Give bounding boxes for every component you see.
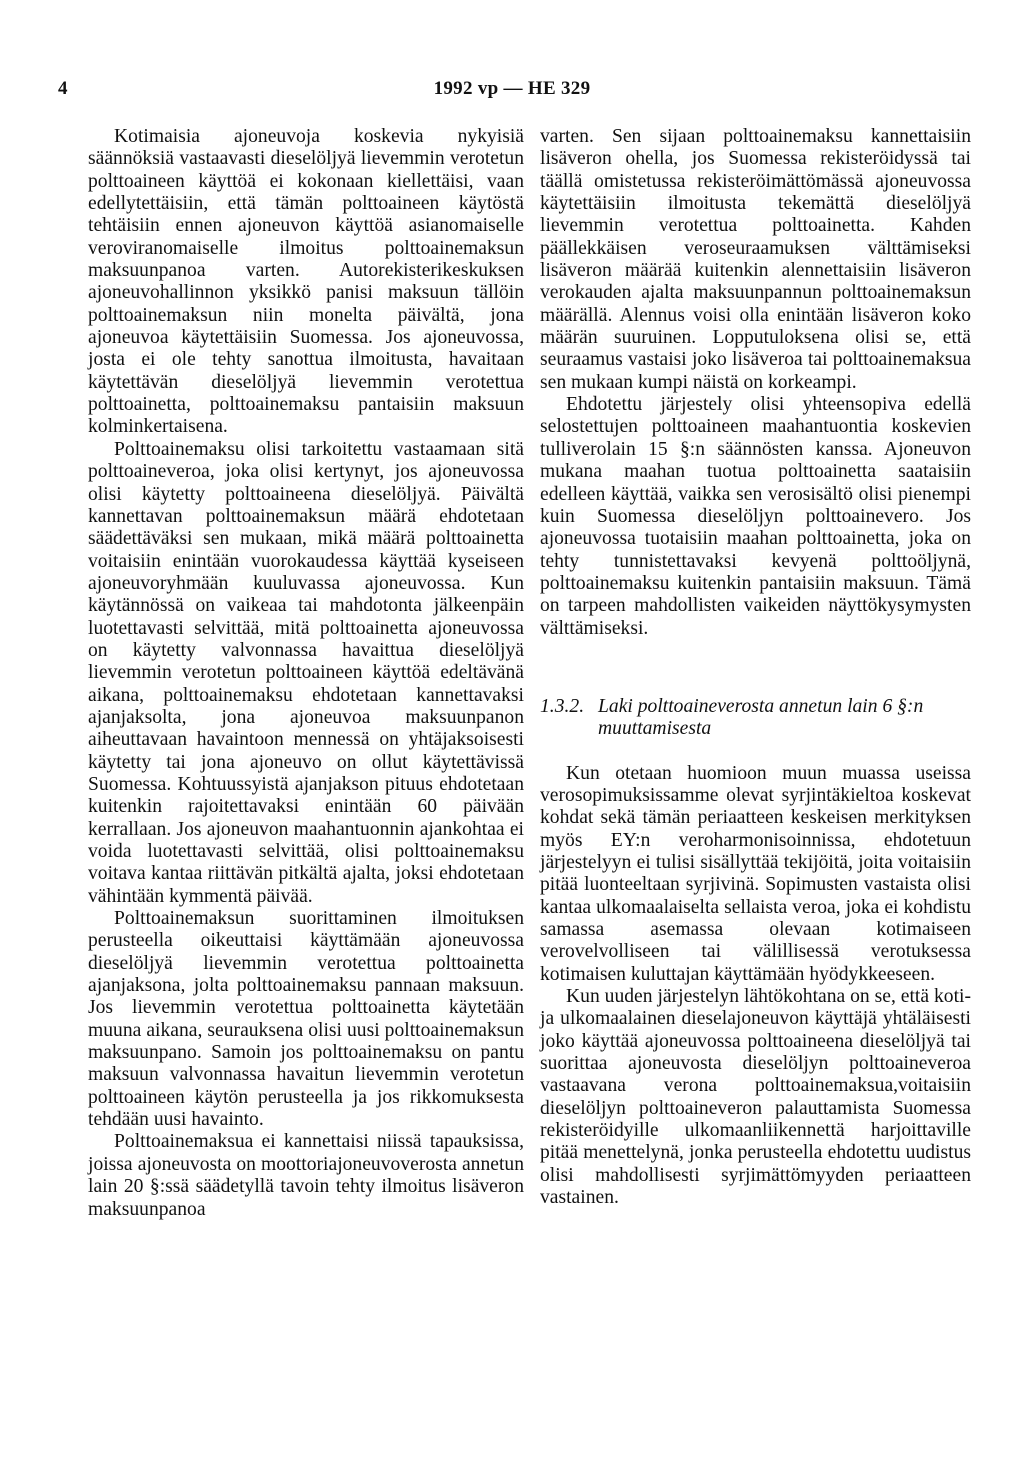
document-title: 1992 vp — HE 329 bbox=[433, 78, 591, 99]
section-number: 1.3.2. bbox=[540, 695, 585, 717]
right-column bbox=[540, 126, 971, 1209]
page-number: 4 bbox=[58, 78, 68, 99]
body-paragraph: Ehdotettu järjestely olisi yhteensopiva edellä selostettujen polttoaineen maahantuontia koskevien tulliverolain 15 §:n säännösten kanssa. Ajoneuvon mukana maahan tuotua polttoainetta saataisiin edelleen käyttää, vaikka sen verosisältö olisi pienempi kuin Suomessa dieselöljyn polttoainevero. Jos ajoneuvossa tuotaisiin maahan polttoainetta, joka on tehty tunnistettavaksi kevyenä polttoöljynä, polttoainemaksu kuitenkin pantaisiin maksuun. Tämä on tarpeen mahdollisten vaikeiden näyttökysymysten välttämiseksi. bbox=[540, 394, 971, 639]
page-header bbox=[0, 78, 1024, 102]
body-paragraph: Polttoainemaksua ei kannettaisi niissä tapauksissa, joissa ajoneuvosta on moottoriajoneuvoverosta annetun lain 20 §:ssä säädetyllä tavoin tehty ilmoitus lisäveron maksuunpanoa bbox=[88, 1131, 524, 1220]
body-paragraph-continued: varten. Sen sijaan polttoainemaksu kannettaisiin lisäveron ohella, jos Suomessa rekisteröidyssä tai täällä omistetussa rekisteröimättömässä ajoneuvossa käytettäisiin ilmoitusta tekemättä dieselöljyä lievemmin verotettua polttoainetta. Kahden päällekkäisen veroseuraamuksen välttämiseksi lisäveron määrää kuitenkin alennettaisiin lisäveron verokauden ajalta maksuunpannun polttoainemaksun määrällä. Alennus voisi olla enintään lisäveron koko määrän suuruinen. Lopputuloksena olisi se, että seuraamus vastaisi joko lisäveroa tai polttoainemaksua sen mukaan kumpi näistä on korkeampi. bbox=[540, 126, 971, 393]
section-heading bbox=[540, 696, 971, 741]
body-paragraph: Polttoainemaksun suorittaminen ilmoituksen perusteella oikeuttaisi käyttämään ajoneuvossa dieselöljyä lievemmin verotettua polttoainetta ajanjaksona, jolta polttoainemaksu pannaan maksuun. Jos lievemmin verotettua polttoainetta käytetään muuna aikana, seurauksena olisi uusi polttoainemaksun maksuunpano. Samoin jos polttoainemaksu on pantu maksuun valvonnassa havaitun lievemmin verotetun polttoaineen käytön perusteella ja jos rikkomuksesta tehdään uusi havainto. bbox=[88, 908, 524, 1131]
body-paragraph: Polttoainemaksu olisi tarkoitettu vastaamaan sitä polttoaineveroa, joka olisi kertynyt, jos ajoneuvossa olisi käytetty polttoaineena dieselöljyä. Päivältä kannettavan polttoainemaksun määrä ehdotetaan säädettäväksi sen mukaan, mikä määrä polttoainetta voitaisiin enintään vuorokaudessa käyttää kyseiseen ajoneuvoryhmään kuuluvassa ajoneuvossa. Kun käytännössä on vaikeaa tai mahdotonta jälkeenpäin luotettavasti selvittää, mitä polttoainetta ajoneuvossa on käytetty valvonnassa havaittua dieselöljyä lievemmin verotetun polttoaineen käyttöä edeltävänä aikana, polttoainemaksu ehdotetaan kannettavaksi ajanjaksolta, jona ajoneuvoa maksuunpanon aiheuttavaan havaintoon mennessä on yhtäjaksoisesti käytetty tai jona ajoneuvo on ollut käytettävissä Suomessa. Kohtuussyistä ajanjakson pituus ehdotetaan kuitenkin rajoitettavaksi enintään 60 päivään kerrallaan. Jos ajoneuvon maahantuonnin ajankohtaa ei voida luotettavasti selvittää, olisi polttoainemaksu voitava kantaa riittävän pitkältä ajalta, joksi ehdotetaan vähintään kymmentä päivää. bbox=[88, 438, 524, 907]
body-paragraph: Kun uuden järjestelyn lähtökohtana on se, että koti- ja ulkomaalainen dieselajoneuvon käyttäjä yhtäläisesti joko käyttää ajoneuvossa polttoaineena dieselöljyä tai suorittaa ajoneuvosta dieselöljyn polttoaineveroa vastaavana verona polttoainemaksua,voitaisiin dieselöljyn polttoaineveron palauttamista Suomessa rekisteröidyille ulkomaanliikennettä harjoittaville pitää menettelynä, jonka perusteella ehdotettu uudistus olisi mahdollisesti syrjimättömyyden periaatteen vastainen. bbox=[540, 986, 971, 1209]
body-paragraph: Kun otetaan huomioon muun muassa useissa verosopimuksissamme olevat syrjintäkieltoa koskevat kohdat sekä tämän periaatteen keskeisen merkityksen myös EY:n veroharmonisoinnissa, ehdotetuun järjestelyyn ei tulisi sisällyttää tekijöitä, joita voitaisiin pitää luonteeltaan syrjivinä. Sopimusten vastaista olisi kantaa ulkomaalaiselta sellaista veroa, joka ei kohdistu samassa asemassa olevaan kotimaiseen verovelvolliseen tai välillisessä verotuksessa kotimaisen kuluttajan käyttämään hyödykkeeseen. bbox=[540, 762, 971, 985]
left-column bbox=[88, 126, 524, 1221]
body-paragraph: Kotimaisia ajoneuvoja koskevia nykyisiä säännöksiä vastaavasti dieselöljyä lievemmin verotetun polttoaineen käyttöä ei kokonaan kiellettäisi, vaan edellytettäisiin, että tämän polttoaineen käytöstä tehtäisiin ennen ajoneuvon käyttöä asianomaiselle veroviranomaiselle ilmoitus polttoainemaksun maksuunpanoa varten. Autorekisterikeskuksen ajoneuvohallinnon yksikkö panisi maksuun tällöin polttoainemaksun niin monelta päivältä, jona ajoneuvoa käytettäisiin Suomessa. Jos ajoneuvossa, josta ei ole tehty sanottua ilmoitusta, havaitaan käytettävän dieselöljyä lievemmin verotettua polttoainetta, polttoainemaksu pantaisiin maksuun kolminkertaisena. bbox=[88, 126, 524, 438]
section-title: Laki polttoaineverosta annetun lain 6 §:n muuttamisesta bbox=[598, 695, 924, 740]
